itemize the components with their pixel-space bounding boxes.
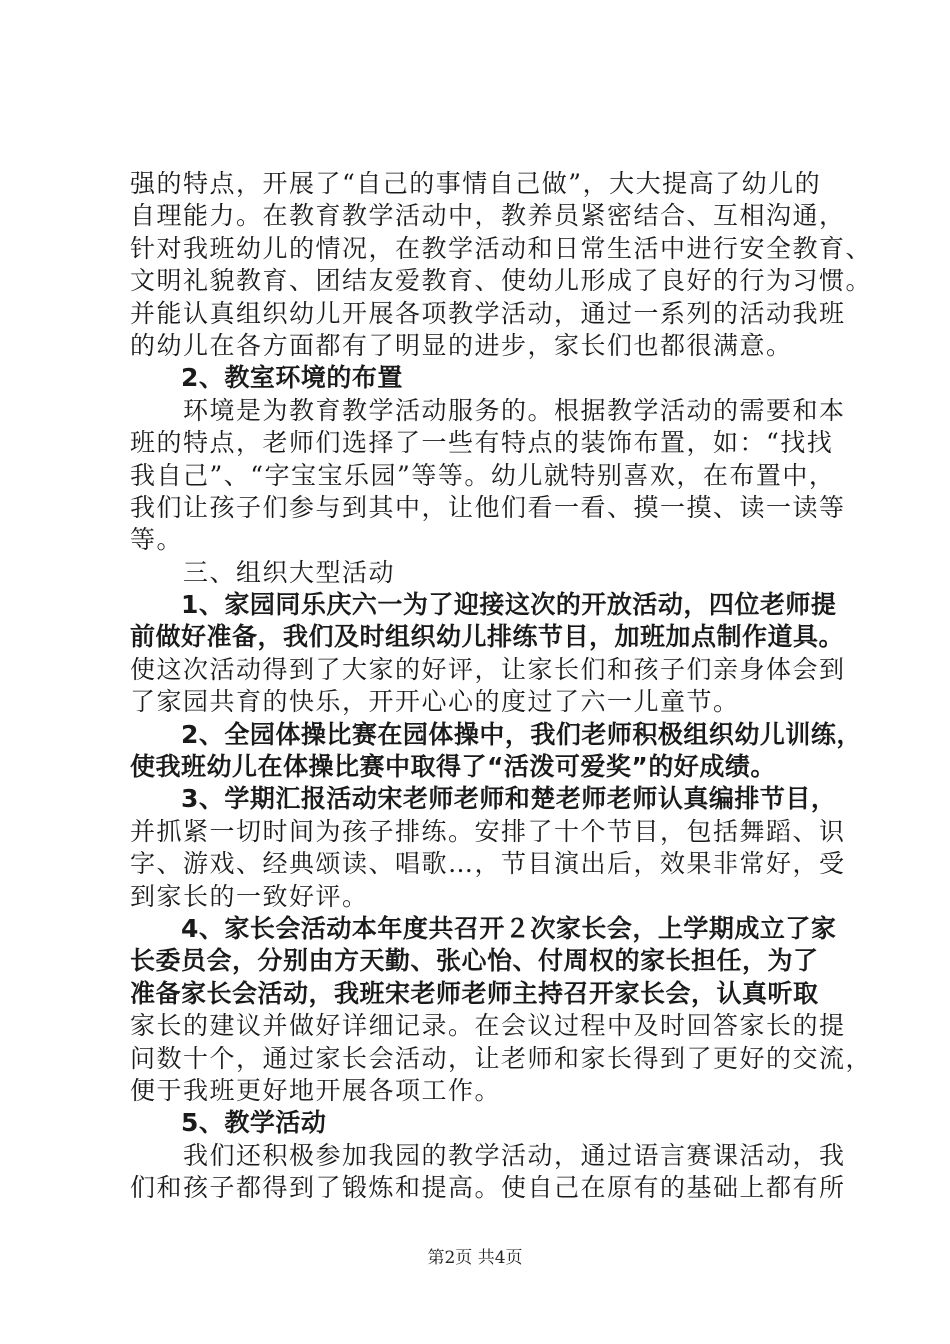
- text-line: 1、家园同乐庆六一为了迎接这次的开放活动，四位老师提: [130, 590, 837, 620]
- text-line: 我们还积极参加我园的教学活动，通过语言赛课活动，我: [130, 1140, 846, 1170]
- text-line: 3、学期汇报活动宋老师老师和楚老师老师认真编排节目，: [130, 784, 837, 814]
- text-line: 2、教室环境的布置: [130, 363, 403, 393]
- text-line: 并抓紧一切时间为孩子排练。安排了十个节目，包括舞蹈、识: [130, 816, 846, 846]
- text-line: 自理能力。在教育教学活动中，教养员紧密结合、互相沟通，: [130, 201, 846, 231]
- text-line: 问数十个，通过家长会活动，让老师和家长得到了更好的交流，: [130, 1043, 873, 1073]
- text-line: 家长的建议并做好详细记录。在会议过程中及时回答家长的提: [130, 1011, 846, 1041]
- text-line: 使我班幼儿在体操比赛中取得了“活泼可爱奖”的好成绩。: [130, 752, 776, 782]
- text-line: 的幼儿在各方面都有了明显的进步，家长们也都很满意。: [130, 330, 793, 360]
- text-line: 字、游戏、经典颂读、唱歌…，节目演出后，效果非常好，受: [130, 849, 846, 879]
- text-line: 针对我班幼儿的情况，在教学活动和日常生活中进行安全教育、: [130, 233, 873, 263]
- text-line: 了家园共育的快乐，开开心心的度过了六一儿童节。: [130, 687, 740, 717]
- text-line: 三、组织大型活动: [130, 557, 396, 587]
- text-line: 我们让孩子们参与到其中，让他们看一看、摸一摸、读一读等: [130, 492, 846, 522]
- page-footer: 第2页 共4页: [427, 1248, 523, 1268]
- text-line: 到家长的一致好评。: [130, 881, 369, 911]
- text-line: 5、教学活动: [130, 1108, 327, 1138]
- text-line: 4、家长会活动本年度共召开２次家长会，上学期成立了家: [130, 913, 837, 943]
- text-line: 使这次活动得到了大家的好评，让家长们和孩子们亲身体会到: [130, 654, 846, 684]
- text-line: 班的特点，老师们选择了一些有特点的装饰布置，如：“找找: [130, 428, 834, 458]
- text-line: 文明礼貌教育、团结友爱教育、使幼儿形成了良好的行为习惯。: [130, 266, 873, 296]
- text-line: 们和孩子都得到了锻炼和提高。使自己在原有的基础上都有所: [130, 1173, 846, 1203]
- text-line: 便于我班更好地开展各项工作。: [130, 1075, 502, 1105]
- text-line: 长委员会，分别由方天勤、张心怡、付周权的家长担任，为了: [130, 946, 819, 976]
- text-line: 强的特点，开展了“自己的事情自己做”，大大提高了幼儿的: [130, 169, 822, 198]
- text-line: 前做好准备，我们及时组织幼儿排练节目，加班加点制作道具。: [130, 622, 845, 652]
- text-line: 2、全园体操比赛在园体操中，我们老师积极组织幼儿训练，: [130, 719, 862, 749]
- text-line: 环境是为教育教学活动服务的。根据教学活动的需要和本: [130, 395, 846, 425]
- text-line: 我自己”、“字宝宝乐园”等等。幼儿就特别喜欢，在布置中，: [130, 460, 836, 490]
- text-line: 并能认真组织幼儿开展各项教学活动，通过一系列的活动我班: [130, 298, 846, 328]
- text-line: 等。: [130, 525, 184, 555]
- document-body: [130, 168, 873, 1205]
- text-line: 准备家长会活动，我班宋老师老师主持召开家长会，认真听取: [130, 978, 819, 1008]
